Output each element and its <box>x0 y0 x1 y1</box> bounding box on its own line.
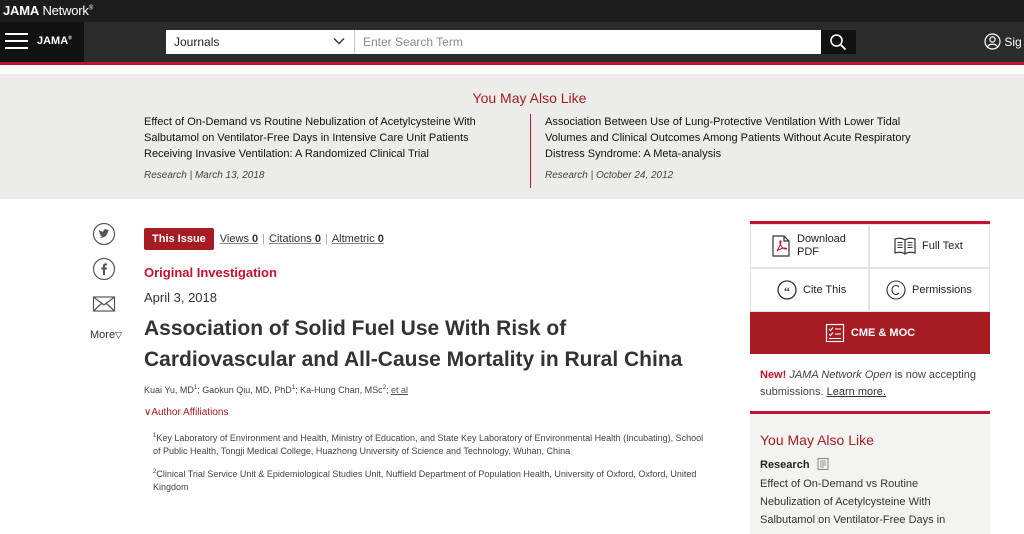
article <box>144 227 714 502</box>
related-item-meta: Research | March 13, 2018 <box>144 170 265 181</box>
cite-this-button[interactable]: “ Cite This <box>750 268 869 312</box>
sidebar-related-title: You May Also Like <box>760 432 874 448</box>
affiliations-list <box>153 430 713 494</box>
copyright-icon <box>886 280 906 300</box>
related-item[interactable] <box>545 114 915 181</box>
facebook-icon[interactable] <box>92 257 116 281</box>
author-list: Kuai Yu, $MD^1$; Gaokun Qiu, MD, PhD$^1$; Ka-Hung Chan, MSc$^2$; et al <box>144 385 409 395</box>
checklist-icon <box>825 323 845 343</box>
document-icon <box>817 458 829 470</box>
email-icon[interactable] <box>92 292 116 316</box>
chevron-down-icon <box>333 35 345 47</box>
sidebar-related <box>750 411 990 534</box>
jama-network-brand[interactable]: JAMA Network® <box>3 3 93 18</box>
altmetric-link[interactable]: Altmetric 0 <box>331 233 384 245</box>
permissions-button[interactable]: Permissions <box>869 268 990 312</box>
related-banner <box>0 74 1024 199</box>
affiliation: $^2$Clinical Trial Service Unit & Epidemiological Studies Unit, Nuffield Department of Population Health, University of Oxford, Oxford, United Kingdom <box>153 469 697 492</box>
journal-select-value: Journals <box>174 35 220 49</box>
hamburger-icon <box>5 33 28 49</box>
quote-icon <box>777 280 797 300</box>
jama-open-notice: New! JAMA Network Open is now accepting submissions. Learn more. <box>760 369 977 398</box>
user-icon <box>984 33 1001 50</box>
more-share-button[interactable]: More▽ <box>90 329 122 341</box>
download-pdf-button[interactable]: Download PDF <box>750 224 869 268</box>
this-issue-badge[interactable]: This Issue <box>144 228 214 250</box>
pdf-icon <box>771 235 791 257</box>
chevron-down-icon: ▽ <box>115 330 122 340</box>
article-type: Original Investigation <box>144 265 277 280</box>
affiliation: $^1$Key Laboratory of Environment and Health, Ministry of Education, and State Key Laboratory of Environmental Health (Incubating), School of Public Health, Tongji Medical College, Huazhong University of Science and Technology, Wuhan, China <box>153 433 704 456</box>
jama-logo[interactable]: JAMA® <box>37 35 72 47</box>
menu-button[interactable] <box>0 22 84 62</box>
search-icon <box>829 33 847 51</box>
citations-link[interactable]: Citations 0 <box>269 233 321 245</box>
chevron-down-icon: ∨ <box>144 407 152 418</box>
article-tools <box>750 221 990 354</box>
signin-link[interactable]: Sig <box>984 33 1022 50</box>
related-item-title[interactable]: Effect of On-Demand vs Routine Nebulization of Acetylcysteine With Salbutamol on Ventilator-Free Days in Intensive Care Unit Patients Receiving Invasive Ventilation: A Randomized Clinical Trial <box>144 116 476 160</box>
cme-moc-button[interactable]: CME & MOC <box>750 312 990 354</box>
related-item[interactable] <box>144 114 514 181</box>
sidebar-related-section: Research <box>760 458 980 471</box>
related-item-meta: Research | October 24, 2012 <box>545 170 674 181</box>
book-icon <box>894 237 916 255</box>
full-text-button[interactable]: Full Text <box>869 224 990 268</box>
author-affiliations-toggle[interactable]: ∨Author Affiliations <box>144 407 229 418</box>
related-divider <box>530 114 531 188</box>
svg-text:“: “ <box>784 284 790 298</box>
learn-more-link[interactable]: Learn more. <box>826 386 886 398</box>
related-banner-title: You May Also Like <box>472 90 587 106</box>
article-title: Association of Solid Fuel Use With Risk of Cardiovascular and All-Cause Mortality in Rural China <box>144 317 683 371</box>
author-name[interactable]: Gaokun Qiu, MD, PhD$^1$ <box>202 385 296 395</box>
publication-date: April 3, 2018 <box>144 290 217 305</box>
search-input[interactable] <box>355 30 821 54</box>
twitter-icon[interactable] <box>92 222 116 246</box>
article-metrics: This Issue Views 0 | Citations 0 | Altmetric 0 <box>144 227 714 251</box>
share-toolbar <box>90 222 130 341</box>
related-item-title[interactable]: Association Between Use of Lung-Protective Ventilation With Lower Tidal Volumes and Clinical Outcomes Among Patients Without Acute Respiratory Distress Syndrome: A Meta-analysis <box>545 116 911 160</box>
journal-select[interactable] <box>166 30 355 54</box>
network-bar <box>0 0 1024 22</box>
views-link[interactable]: Views 0 <box>219 233 259 245</box>
search-button[interactable] <box>821 30 856 54</box>
et-al-link[interactable]: et al <box>391 385 409 395</box>
author-name[interactable]: Kuai Yu, $MD^1$ <box>144 385 198 395</box>
sidebar-related-item[interactable]: Effect of On-Demand vs Routine Nebulization of Acetylcysteine With Salbutamol on Ventilator-Free Days in <box>760 478 946 526</box>
author-name[interactable]: Ka-Hung Chan, MSc$^2$ <box>300 385 387 395</box>
site-header <box>0 22 1024 62</box>
